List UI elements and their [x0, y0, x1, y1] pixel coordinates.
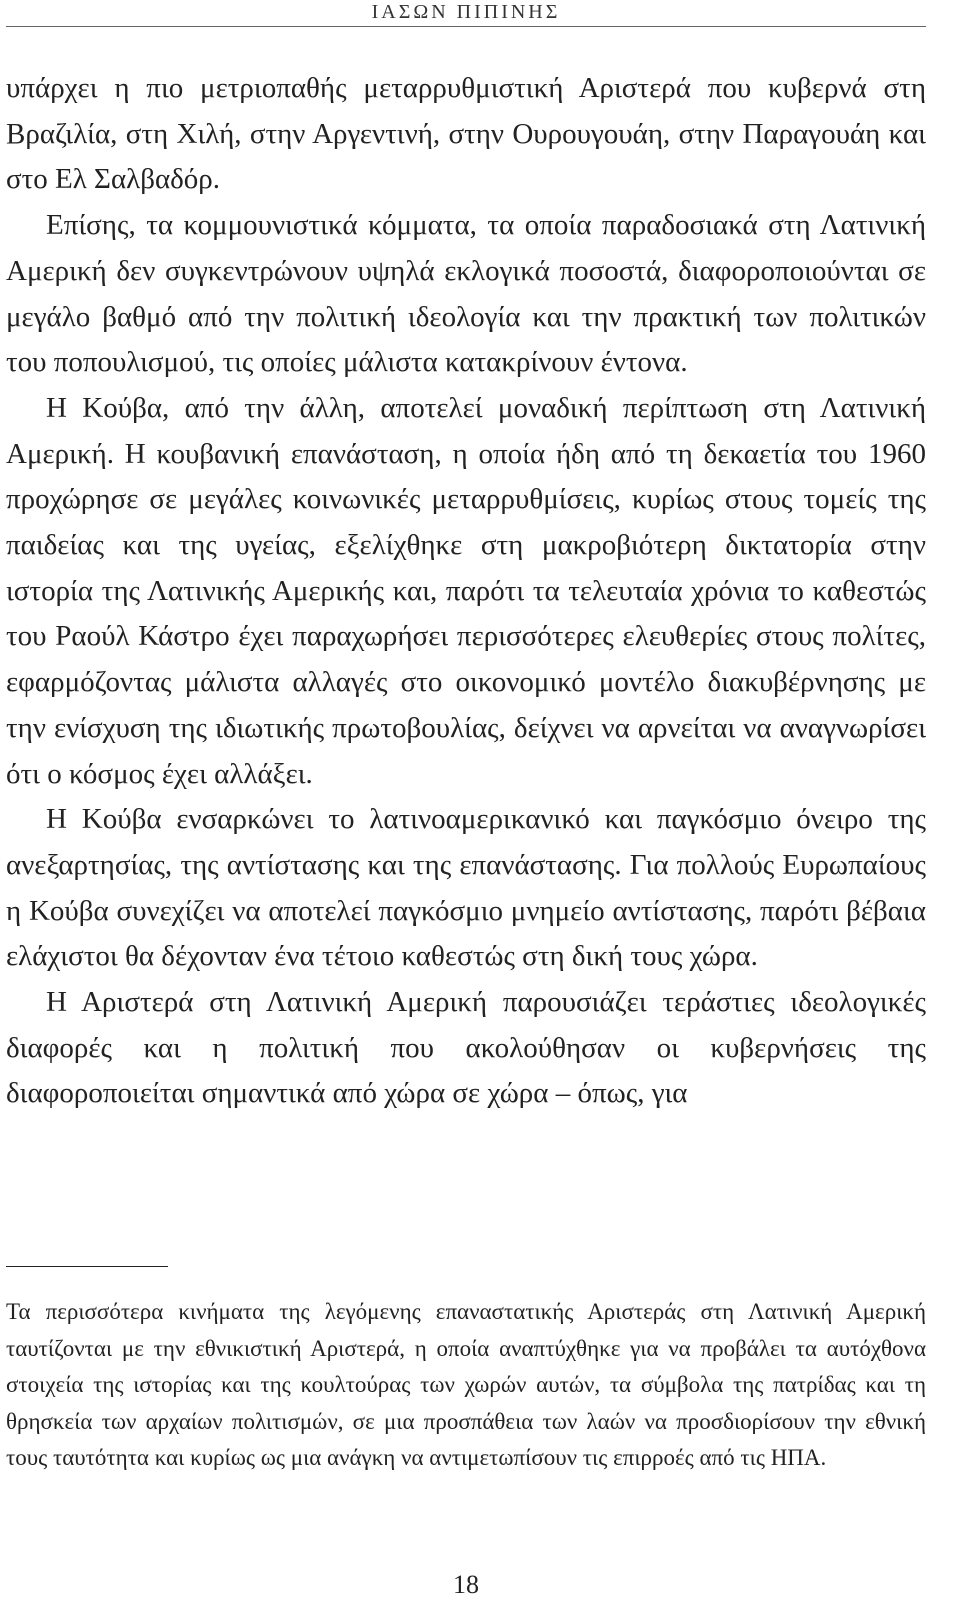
running-header [6, 0, 926, 27]
paragraph: Επίσης, τα κομμουνιστικά κόμματα, τα οποία παραδοσιακά στη Λατινική Αμερική δεν συγκεντρώνουν υψηλά εκλογικά ποσοστά, διαφοροποιούνται σε μεγάλο βαθμό από την πολιτική ιδεολογία και την πρακτική των πολιτικών του ποπουλισμού, τις οποίες μάλιστα κατακρίνουν έντονα. [6, 209, 926, 379]
main-text [6, 66, 926, 1117]
page-number: 18 [453, 1570, 479, 1599]
paragraph: Η Κούβα ενσαρκώνει το λατινοαμερικανικό και παγκόσμιο όνειρο της ανεξαρτησίας, της αντίστασης και της επανάστασης. Για πολλούς Ευρωπαίους η Κούβα συνεχίζει να αποτελεί παγκόσμιο μνημείο αντίστασης, παρότι βέβαια ελάχιστοι θα δέχονταν ένα τέτοιο καθεστώς στη δική τους χώρα. [6, 803, 926, 973]
footnote-separator [6, 1266, 168, 1267]
book-page [6, 0, 926, 1621]
paragraph: Η Αριστερά στη Λατινική Αμερική παρουσιάζει τεράστιες ιδεολογικές διαφορές και η πολιτική που ακολούθησαν οι κυβερνήσεις της διαφοροποιείται σημαντικά από χώρα σε χώρα – όπως, για [6, 986, 926, 1110]
footnote-text: Τα περισσότερα κινήματα της λεγόμενης επαναστατικής Αριστεράς στη Λατινική Αμερική ταυτίζονται με την εθνικιστική Αριστερά, η οποία αναπτύχθηκε για να προβάλει τα αυτόχθονα στοιχεία της ιστορίας και της κουλτούρας των χωρών αυτών, τα σύμβολα της πατρίδας και τη θρησκεία των αρχαίων πολιτισμών, σε μια προσπάθεια των λαών να προσδιορίσουν την εθνική τους ταυτότητα και κυρίως ως μια ανάγκη να αντιμετωπίσουν τις επιρροές από τις ΗΠΑ. [6, 1299, 926, 1471]
running-title: ΙΑΣΩΝ ΠΙΠΙΝΗΣ [371, 1, 561, 23]
paragraph: Η Κούβα, από την άλλη, αποτελεί μοναδική περίπτωση στη Λατινική Αμερική. Η κουβανική επανάσταση, η οποία ήδη από τη δεκαετία του 1960 προχώρησε σε μεγάλες κοινωνικές μεταρρυθμίσεις, κυρίως στους τομείς της παιδείας και της υγείας, εξελίχθηκε στη μακροβιότερη δικτατορία στην ιστορία της Λατινικής Αμερικής και, παρότι τα τελευταία χρόνια το καθεστώς του Ραούλ Κάστρο έχει παραχωρήσει περισσότερες ελευθερίες στους πολίτες, εφαρμόζοντας μάλιστα αλλαγές στο οικονομικό μοντέλο διακυβέρνησης με την ενίσχυση της ιδιωτικής πρωτοβουλίας, δείχνει να αρνείται να αναγνωρίσει ότι ο κόσμος έχει αλλάξει. [6, 391, 926, 790]
paragraph-continued: υπάρχει η πιο μετριοπαθής μεταρρυθμιστική Αριστερά που κυβερνά στη Βραζιλία, στη Χιλή, στην Αργεντινή, στην Ουρουγουάη, στην Παραγουάη και στο Ελ Σαλβαδόρ. [6, 72, 926, 196]
footnote [6, 1294, 926, 1477]
